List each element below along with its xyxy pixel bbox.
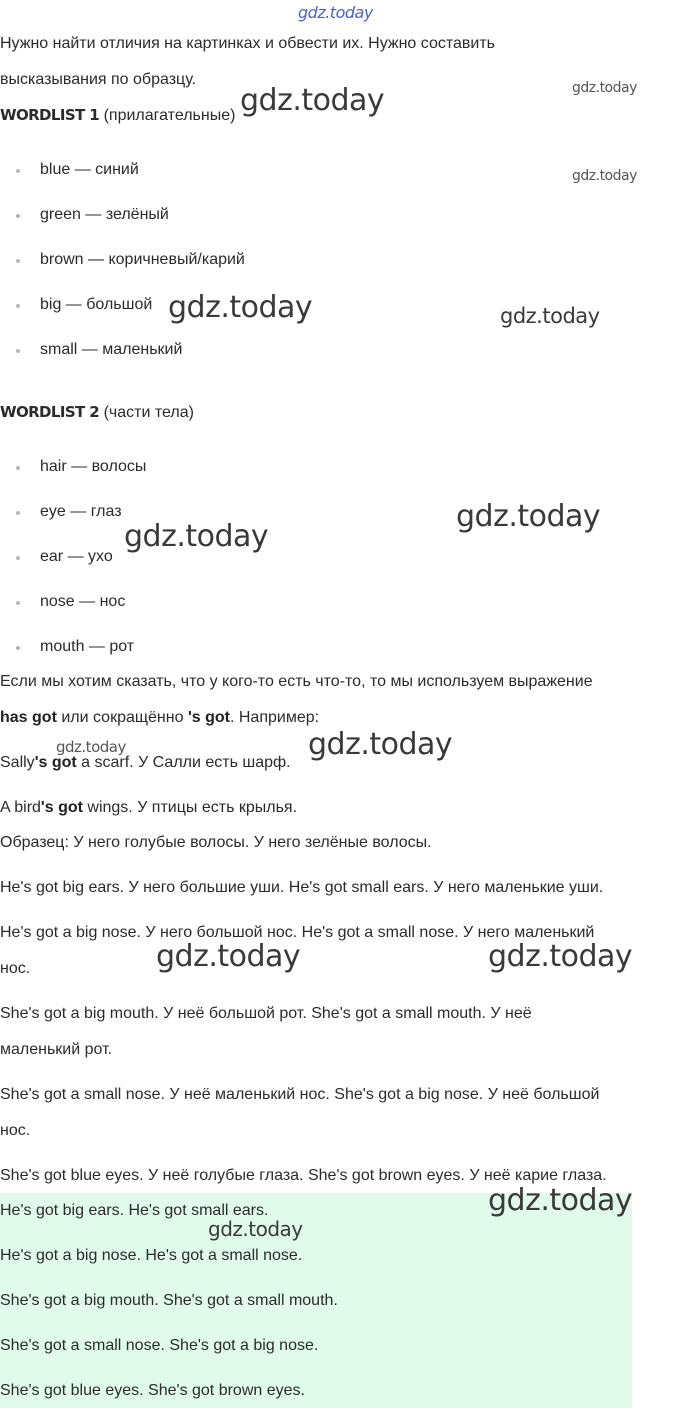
bullet-icon	[16, 601, 20, 605]
list-item-text: brown — коричневый/карий	[40, 251, 245, 268]
list-item-text: mouth — рот	[40, 638, 135, 655]
list-item-text: eye — глаз	[40, 503, 122, 520]
example-text: A bird	[0, 799, 41, 816]
watermark: gdz.today	[208, 1217, 303, 1241]
example-bold: 's got	[34, 754, 77, 771]
answer-line: She's got blue eyes. She's got brown eyes.	[0, 1382, 305, 1399]
sample-line-5a: She's got a small nose. У неё маленький нос. She's got a big nose. У неё большой	[0, 1086, 600, 1103]
intro-line-1: Нужно найти отличия на картинках и обвести их. Нужно составить	[0, 35, 495, 52]
sample-line-3a: He's got a big nose. У него большой нос. He's got a small nose. У него маленький	[0, 924, 595, 941]
list-item-text: blue — синий	[40, 161, 139, 178]
sample-line-4b: маленький рот.	[0, 1041, 113, 1058]
watermark: gdz.today	[572, 80, 637, 96]
watermark: gdz.today	[124, 519, 269, 554]
watermark: gdz.today	[56, 738, 126, 756]
list-item-text: green — зелёный	[40, 206, 169, 223]
bullet-icon	[16, 214, 20, 218]
short-got-term: 's got	[187, 709, 230, 726]
bullet-icon	[16, 259, 20, 263]
watermark: gdz.today	[168, 290, 313, 325]
list-item-text: big — большой	[40, 296, 153, 313]
list-item-text: nose — нос	[40, 593, 126, 610]
list-item-text: small — маленький	[40, 341, 183, 358]
example-2	[0, 798, 297, 818]
bullet-icon	[16, 511, 20, 515]
bullet-icon	[16, 304, 20, 308]
answer-line: She's got a big mouth. She's got a small mouth.	[0, 1292, 338, 1309]
example-text: a scarf. У Салли есть шарф.	[76, 754, 291, 771]
sample-line-6: She's got blue eyes. У неё голубые глаза. She's got brown eyes. У неё карие глаза.	[0, 1167, 607, 1184]
bullet-icon	[16, 556, 20, 560]
watermark: gdz.today	[456, 499, 601, 534]
answer-line: He's got a big nose. He's got a small nose.	[0, 1247, 303, 1264]
sample-line-2: He's got big ears. У него большие уши. He's got small ears. У него маленькие уши.	[0, 879, 604, 896]
sample-line-4a: She's got a big mouth. У неё большой рот. She's got a small mouth. У неё	[0, 1005, 532, 1022]
watermark: gdz.today	[488, 1183, 633, 1218]
wordlist-2-heading	[0, 402, 194, 423]
bullet-icon	[16, 466, 20, 470]
wordlist-1-title: WORDLIST 1	[0, 106, 100, 124]
explanation-line-2	[0, 708, 319, 728]
explanation-text: . Например:	[229, 709, 320, 726]
wordlist-1-subtitle: (прилагательные)	[99, 107, 236, 124]
explanation-line-1: Если мы хотим сказать, что у кого-то есть что-то, то мы используем выражение	[0, 673, 593, 690]
header-watermark: gdz.today	[298, 3, 373, 22]
explanation-text: или сокращённо	[56, 709, 188, 726]
list-item-text: hair — волосы	[40, 458, 147, 475]
watermark: gdz.today	[572, 168, 637, 184]
intro-line-2: высказывания по образцу.	[0, 71, 197, 88]
watermark: gdz.today	[500, 304, 600, 328]
wordlist-2-title: WORDLIST 2	[0, 403, 100, 421]
answer-line: She's got a small nose. She's got a big nose.	[0, 1337, 319, 1354]
sample-line-5b: нос.	[0, 1122, 31, 1139]
watermark: gdz.today	[308, 727, 453, 762]
sample-line-1: Образец: У него голубые волосы. У него зелёные волосы.	[0, 834, 432, 851]
example-1	[0, 753, 291, 773]
watermark: gdz.today	[488, 939, 633, 974]
has-got-term: has got	[0, 709, 57, 726]
example-text: Sally	[0, 754, 35, 771]
example-bold: 's got	[40, 799, 83, 816]
example-text: wings. У птицы есть крылья.	[82, 799, 298, 816]
list-item-text: ear — ухо	[40, 548, 113, 565]
watermark: gdz.today	[156, 939, 301, 974]
wordlist-2-subtitle: (части тела)	[99, 404, 194, 421]
watermark: gdz.today	[240, 83, 385, 118]
bullet-icon	[16, 646, 20, 650]
bullet-icon	[16, 349, 20, 353]
answer-line: He's got big ears. He's got small ears.	[0, 1202, 269, 1219]
bullet-icon	[16, 169, 20, 173]
sample-line-3b: нос.	[0, 960, 31, 977]
wordlist-1-heading	[0, 105, 235, 126]
